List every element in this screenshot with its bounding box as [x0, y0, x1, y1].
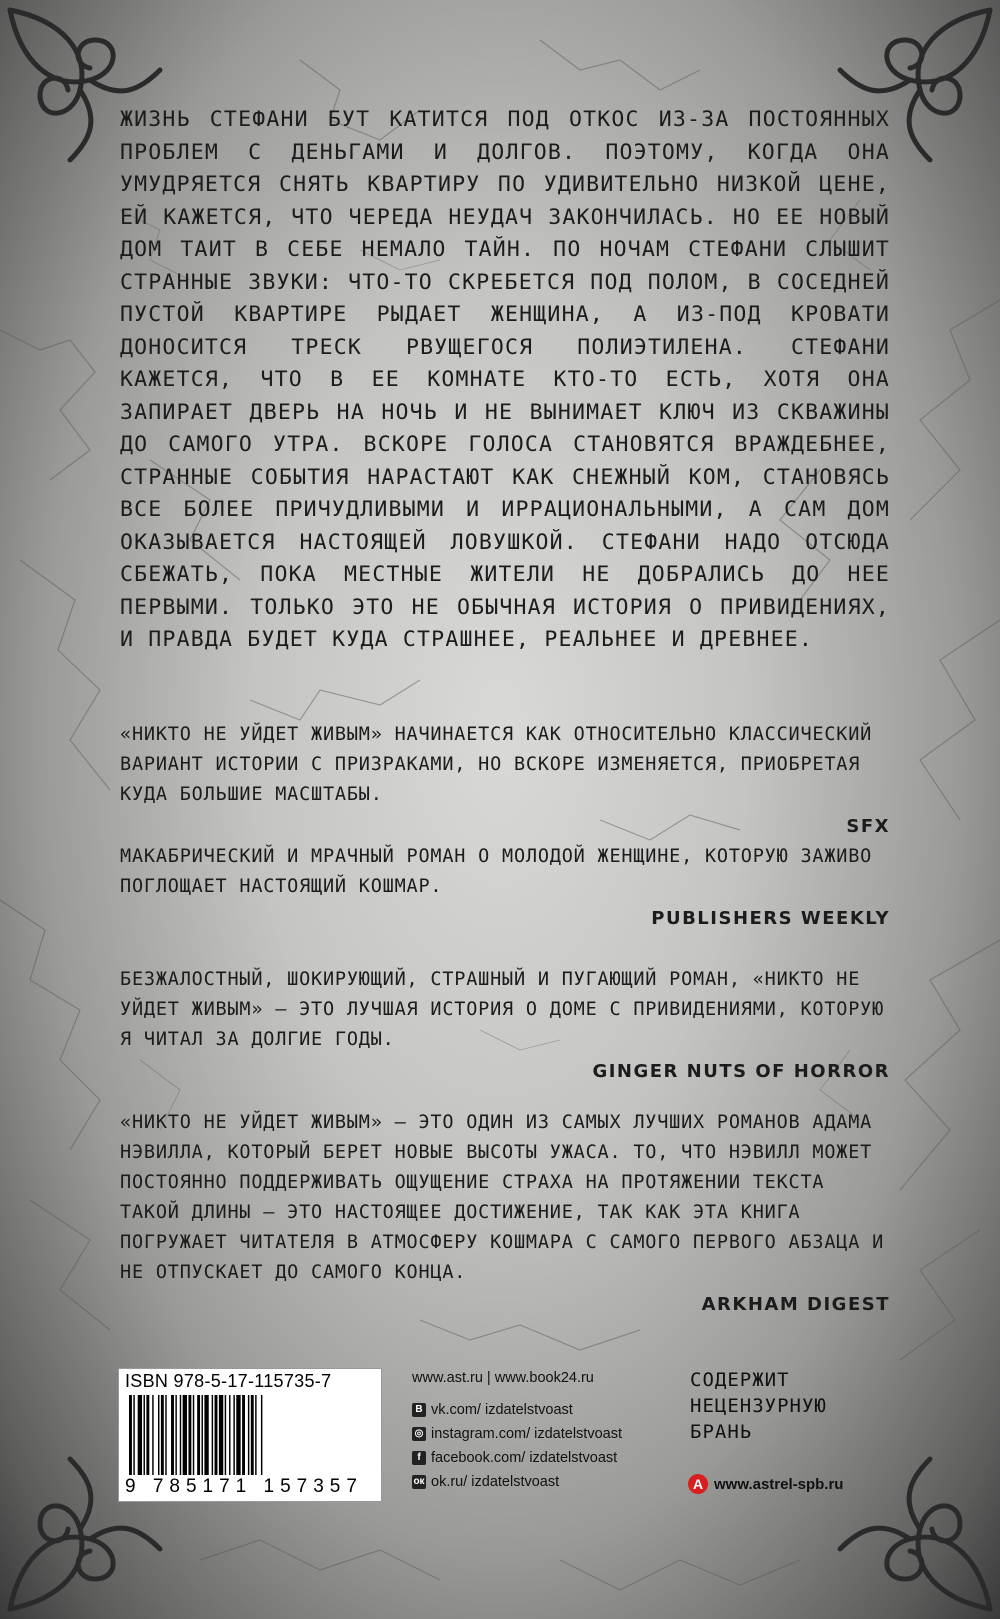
review-text: «НИКТО НЕ УЙДЕТ ЖИВЫМ» — ЭТО ОДИН ИЗ САМЫХ ЛУЧШИХ РОМАНОВ АДАМА НЭВИЛЛА, КОТОРЫЙ БЕРЕТ НОВЫЕ ВЫСОТЫ УЖАСА. ТО, ЧТО НЭВИЛЛ МОЖЕТ ПОСТОЯННО ПОДДЕРЖИВАТЬ ОЩУЩЕНИЕ СТРАХА НА ПРОТЯЖЕНИИ ТЕКСТА ТАКОЙ ДЛИНЫ — ЭТО НАСТОЯЩЕЕ ДОСТИЖЕНИЕ, ТАК КАК ЭТА КНИГА ПОГРУЖАЕТ ЧИТАТЕЛЯ В АТМОСФЕРУ КОШМАРА С САМОГО ПЕРВОГО АБЗАЦА И НЕ ОТПУСКАЕТ ДО САМОГО КОНЦА.: [120, 1112, 885, 1283]
barcode-bar: [212, 1395, 213, 1475]
review-text: «НИКТО НЕ УЙДЕТ ЖИВЫМ» НАЧИНАЕТСЯ КАК ОТНОСИТЕЛЬНО КЛАССИЧЕСКИЙ ВАРИАНТ ИСТОРИИ С ПРИЗРАКАМИ, НО ВСКОРЕ ИЗМЕНЯЕТСЯ, ПРИОБРЕТАЯ КУДА БОЛЬШИЕ МАСШТАБЫ.: [120, 724, 873, 805]
barcode-number: 9 785171 157357: [125, 1476, 363, 1497]
social-link-text: ok.ru/ izdatelstvoast: [431, 1474, 560, 1490]
review-quote-3: [120, 965, 890, 1087]
social-link-text: instagram.com/ izdatelstvoast: [431, 1426, 622, 1442]
barcode-bar: [144, 1395, 145, 1475]
synopsis-text: ЖИЗНЬ СТЕФАНИ БУТ КАТИТСЯ ПОД ОТКОС ИЗ-ЗА ПОСТОЯННЫХ ПРОБЛЕМ С ДЕНЬГАМИ И ДОЛГОВ. ПОЭТОМУ, КОГДА ОНА УМУДРЯЕТСЯ СНЯТЬ КВАРТИРУ ПО УДИВИТЕЛЬНО НИЗКОЙ ЦЕНЕ, ЕЙ КАЖЕТСЯ, ЧТО ЧЕРЕДА НЕУДАЧ ЗАКОНЧИЛАСЬ. НО ЕЕ НОВЫЙ ДОМ ТАИТ В СЕБЕ НЕМАЛО ТАЙН. ПО НОЧАМ СТЕФАНИ СЛЫШИТ СТРАННЫЕ ЗВУКИ: ЧТО-ТО СКРЕБЕТСЯ ПОД ПОЛОМ, В СОСЕДНЕЙ ПУСТОЙ КВАРТИРЕ РЫДАЕТ ЖЕНЩИНА, А ИЗ-ПОД КРОВАТИ ДОНОСИТСЯ ТРЕСК РВУЩЕГОСЯ ПОЛИЭТИЛЕНА. СТЕФАНИ КАЖЕТСЯ, ЧТО В ЕЕ КОМНАТЕ КТО-ТО ЕСТЬ, ХОТЯ ОНА ЗАПИРАЕТ ДВЕРЬ НА НОЧЬ И НЕ ВЫНИМАЕТ КЛЮЧ ИЗ СКВАЖИНЫ ДО САМОГО УТРА. ВСКОРЕ ГОЛОСА СТАНОВЯТСЯ ВРАЖДЕБНЕЕ, СТРАННЫЕ СОБЫТИЯ НАРАСТАЮТ КАК СНЕЖНЫЙ КОМ, СТАНОВЯСЬ ВСЕ БОЛЕЕ ПРИЧУДЛИВЫМИ И ИРРАЦИОНАЛЬНЫМИ, А САМ ДОМ ОКАЗЫВАЕТСЯ НАСТОЯЩЕЙ ЛОВУШКОЙ. СТЕФАНИ НАДО ОТСЮДА СБЕЖАТЬ, ПОКА МЕСТНЫЕ ЖИТЕЛИ НЕ ДОБРАЛИСЬ ДО НЕЕ ПЕРВЫМИ. ТОЛЬКО ЭТО НЕ ОБЫЧНАЯ ИСТОРИЯ О ПРИВИДЕНИЯХ, И ПРАВДА БУДЕТ КУДА СТРАШНЕЕ, РЕАЛЬНЕЕ И ДРЕВНЕЕ.: [120, 107, 890, 652]
ok-icon: ок: [413, 1476, 425, 1487]
barcode-bar: [251, 1395, 254, 1475]
publisher-site-text: www.astrel-spb.ru: [714, 1475, 844, 1493]
barcode-bar: [171, 1395, 174, 1475]
publisher-site-link[interactable]: [688, 1474, 843, 1494]
barcode-bar: [229, 1395, 230, 1475]
social-link-text: vk.com/ izdatelstvoast: [431, 1402, 573, 1418]
isbn-label: ISBN 978-5-17-115735-7: [125, 1371, 332, 1391]
website-links[interactable]: www.ast.ru | www.book24.ru: [412, 1370, 594, 1386]
barcode-bar: [152, 1395, 153, 1475]
barcode-bar: [193, 1395, 194, 1475]
barcode-bar: [180, 1395, 181, 1475]
barcode-image: [127, 1395, 373, 1475]
social-link-instagram[interactable]: [412, 1422, 662, 1446]
corner-ornament-bottom-right: [800, 1419, 1000, 1619]
barcode-bar: [175, 1395, 176, 1475]
review-quote-2: [120, 842, 890, 934]
barcode-bar: [225, 1395, 226, 1475]
barcode-bar: [236, 1395, 240, 1475]
publisher-logo-icon: A: [688, 1474, 708, 1494]
review-text: БЕЗЖАЛОСТНЫЙ, ШОКИРУЮЩИЙ, СТРАШНЫЙ И ПУГАЮЩИЙ РОМАН, «НИКТО НЕ УЙДЕТ ЖИВЫМ» — ЭТО ЛУЧШАЯ ИСТОРИЯ О ДОМЕ С ПРИВИДЕНИЯМИ, КОТОРУЮ Я ЧИТАЛ ЗА ДОЛГИЕ ГОДЫ.: [120, 969, 885, 1050]
facebook-icon: f: [412, 1451, 426, 1465]
barcode-bar: [233, 1395, 234, 1475]
instagram-icon: ◎: [412, 1427, 426, 1441]
isbn-barcode-box: [118, 1368, 382, 1502]
content-warning: СОДЕРЖИТ НЕЦЕНЗУРНУЮ БРАНЬ: [690, 1369, 827, 1443]
barcode-bar: [158, 1395, 159, 1475]
review-source: ARKHAM DIGEST: [701, 1294, 890, 1315]
review-quote-4: [120, 1108, 890, 1320]
barcode-bar: [204, 1395, 208, 1475]
barcode-bar: [242, 1395, 245, 1475]
publisher-links: [412, 1370, 662, 1494]
social-link-ok[interactable]: [412, 1470, 662, 1494]
barcode-bar: [183, 1395, 187, 1475]
barcode-bar: [161, 1395, 164, 1475]
barcode-bar: [219, 1395, 223, 1475]
barcode-bar: [215, 1395, 218, 1475]
review-quote-1: [120, 720, 890, 842]
review-source: GINGER NUTS OF HORROR: [592, 1061, 890, 1082]
barcode-bar: [133, 1395, 134, 1475]
barcode-bar: [129, 1395, 132, 1475]
review-source: PUBLISHERS WEEKLY: [651, 908, 890, 929]
barcode-bar: [255, 1395, 256, 1475]
social-link-facebook[interactable]: [412, 1446, 662, 1470]
social-link-text: facebook.com/ izdatelstvoast: [431, 1450, 618, 1466]
barcode-bar: [188, 1395, 191, 1475]
barcode-bar: [146, 1395, 149, 1475]
barcode-bar: [165, 1395, 166, 1475]
review-text: МАКАБРИЧЕСКИЙ И МРАЧНЫЙ РОМАН О МОЛОДОЙ ЖЕНЩИНЕ, КОТОРУЮ ЗАЖИВО ПОГЛОЩАЕТ НАСТОЯЩИЙ КОШМАР.: [120, 846, 873, 897]
barcode-bar: [202, 1395, 203, 1475]
review-source: SFX: [846, 816, 890, 837]
barcode-bar: [197, 1395, 200, 1475]
barcode-bar: [248, 1395, 249, 1475]
barcode-bar: [138, 1395, 142, 1475]
vk-icon: В: [412, 1403, 426, 1417]
social-link-vk[interactable]: [412, 1398, 662, 1422]
barcode-bar: [261, 1395, 262, 1475]
